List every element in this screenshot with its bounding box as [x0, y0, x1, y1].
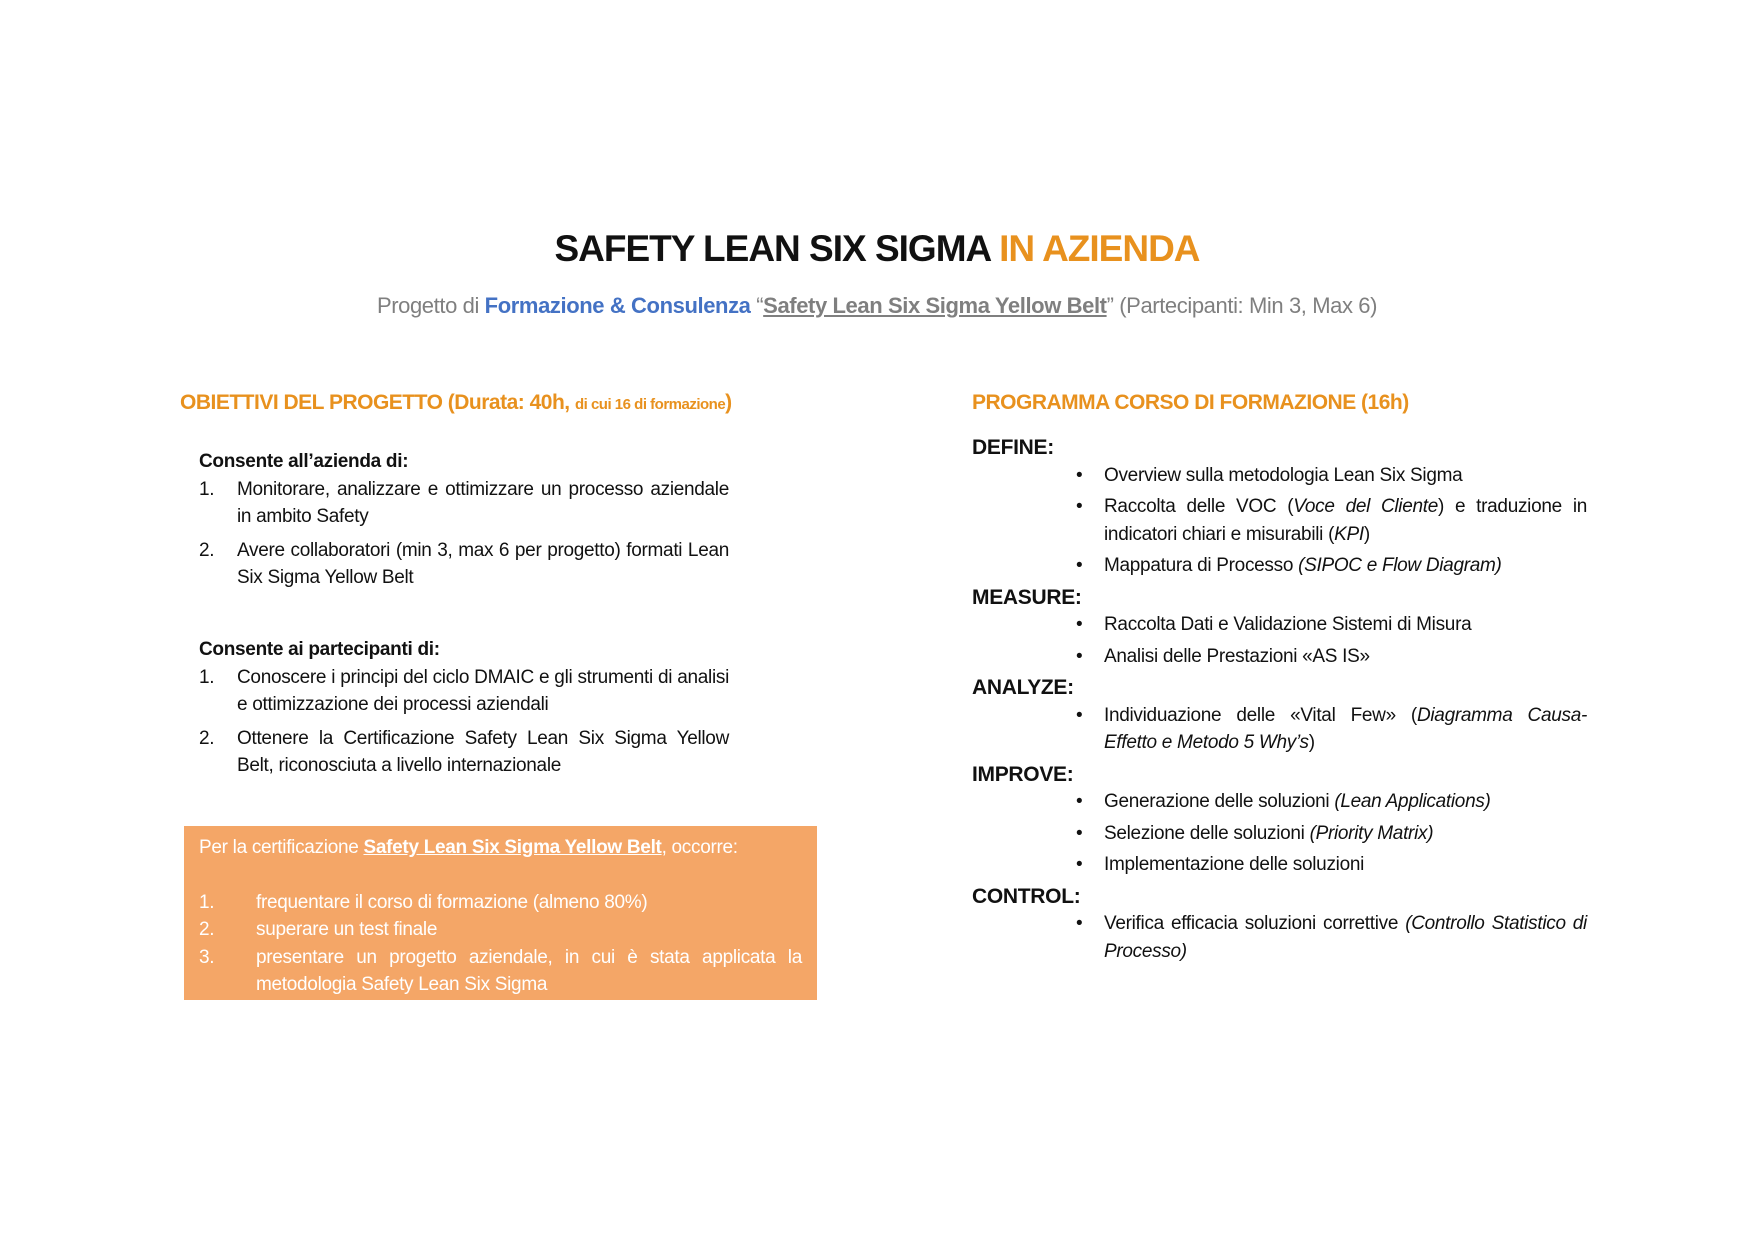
phase-name: DEFINE: [972, 436, 1048, 459]
phase-name: CONTROL: [972, 884, 1074, 908]
list-item: [199, 916, 802, 944]
bullet-icon: •: [1076, 854, 1083, 875]
phase-control: CONTROL:: [972, 884, 1081, 908]
bullet-icon: •: [1076, 614, 1083, 635]
item-text: Verifica efficacia soluzioni correttive: [1104, 913, 1406, 934]
item-italic-text: Diagramma Causa-Effetto e Metodo 5 Why’s: [1104, 704, 1588, 753]
cert-intro-suffix: , occorre:: [661, 837, 738, 858]
item-italic-text: (SIPOC e Flow Diagram): [1298, 555, 1502, 576]
close-quote: ”: [1106, 293, 1114, 318]
item-number: 1.: [199, 666, 215, 688]
participants-lead: Consente ai partecipanti di:: [199, 639, 440, 660]
item-number: 2.: [199, 727, 215, 749]
phase-items: [972, 462, 1587, 580]
bullet-icon: •: [1076, 645, 1083, 667]
item-italic-text: KPI: [1334, 523, 1364, 545]
bullet-item: [1076, 788, 1587, 816]
item-text: frequentare il corso di formazione (almeno 80%): [256, 891, 648, 913]
certification-intro: [199, 834, 802, 862]
item-number: 1.: [199, 891, 215, 913]
certification-list: [199, 889, 802, 999]
phase-name: MEASURE: [972, 585, 1075, 609]
cert-intro-prefix: Per la certificazione: [199, 837, 359, 858]
objectives-heading-main: OBIETTIVI DEL PROGETTO (Durata: 40h,: [180, 391, 570, 414]
bullet-item: [1076, 643, 1587, 671]
list-item: [199, 664, 729, 719]
title-main: SAFETY LEAN SIX SIGMA: [554, 228, 990, 269]
item-text: Conoscere i principi del ciclo DMAIC e gli strumenti di analisi e ottimizzazione dei processi aziendali: [237, 666, 729, 715]
item-text: Raccolta Dati e Validazione Sistemi di Misura: [1104, 614, 1472, 635]
bullet-item: [1076, 493, 1587, 548]
list-item: [199, 944, 802, 999]
item-text: Raccolta delle VOC (: [1104, 496, 1294, 517]
title-accent: IN AZIENDA: [999, 228, 1200, 269]
open-quote: “: [756, 293, 764, 318]
objectives-company: [199, 448, 729, 598]
phase-improve: IMPROVE:: [972, 762, 1074, 786]
objectives-heading-close: ): [725, 391, 732, 414]
item-text: Avere collaboratori (min 3, max 6 per progetto) formati Lean Six Sigma Yellow Belt: [237, 539, 729, 588]
bullet-icon: •: [1076, 496, 1083, 517]
item-text: ): [1363, 523, 1370, 545]
item-text: ): [1308, 732, 1315, 753]
phase-items: [972, 702, 1587, 757]
item-italic-text: Voce del Cliente: [1293, 496, 1439, 517]
bullet-icon: •: [1076, 704, 1083, 726]
bullet-item: [1076, 462, 1587, 490]
list-item: [199, 725, 729, 780]
item-text: ) e traduzione in indicatori chiari e misurabili (: [1104, 496, 1588, 545]
company-list: [199, 476, 729, 592]
objectives-heading: [180, 391, 732, 415]
phase-analyze: ANALYZE:: [972, 676, 1074, 699]
list-item: [199, 889, 802, 917]
item-text: Analisi delle Prestazioni «AS IS»: [1104, 645, 1370, 667]
item-text: Selezione delle soluzioni: [1104, 822, 1310, 844]
item-number: 2.: [199, 539, 215, 561]
bullet-item: [1076, 552, 1587, 580]
bullet-item: [1076, 702, 1587, 757]
objectives-heading-small: di cui 16 di formazione: [574, 396, 726, 413]
program-heading: PROGRAMMA CORSO DI FORMAZIONE (16h): [972, 391, 1409, 414]
item-number: 3.: [199, 946, 215, 968]
objectives-participants: [199, 636, 729, 786]
list-item: [199, 537, 729, 592]
subtitle: [0, 293, 1754, 319]
phase-items: [972, 788, 1587, 879]
phase-name: ANALYZE: [972, 676, 1068, 699]
item-number: 2.: [199, 919, 215, 940]
bullet-item: [1076, 820, 1587, 848]
bullet-icon: •: [1076, 913, 1083, 934]
phase-items: [972, 611, 1587, 670]
subtitle-highlight: Formazione & Consulenza: [484, 293, 751, 318]
item-text: Individuazione delle «Vital Few» (: [1104, 704, 1417, 726]
bullet-icon: •: [1076, 791, 1083, 812]
company-lead: Consente all’azienda di:: [199, 451, 409, 472]
bullet-icon: •: [1076, 555, 1083, 576]
phase-define: DEFINE:: [972, 436, 1054, 459]
bullet-icon: •: [1076, 464, 1083, 486]
item-text: superare un test finale: [256, 919, 438, 940]
certification-box: [184, 826, 817, 1000]
item-number: 1.: [199, 478, 215, 500]
bullet-icon: •: [1076, 822, 1083, 844]
item-text: presentare un progetto aziendale, in cui è stata applicata la metodologia Safety Lean Six Sigma: [256, 946, 802, 995]
item-italic-text: (Priority Matrix): [1309, 822, 1434, 844]
item-text: Overview sulla metodologia Lean Six Sigma: [1104, 464, 1463, 486]
item-italic-text: (Lean Applications): [1334, 791, 1491, 812]
item-text: Implementazione delle soluzioni: [1104, 854, 1365, 875]
bullet-item: [1076, 910, 1587, 965]
page-title: [0, 228, 1754, 270]
item-italic-text: (Controllo Statistico di Processo): [1104, 913, 1587, 962]
item-text: Mappatura di Processo: [1104, 555, 1299, 576]
list-item: [199, 476, 729, 531]
phase-measure: MEASURE:: [972, 585, 1082, 609]
subtitle-suffix: (Partecipanti: Min 3, Max 6): [1119, 293, 1378, 318]
bullet-item: [1076, 851, 1587, 879]
phase-name: IMPROVE: [972, 762, 1067, 786]
item-text: Generazione delle soluzioni: [1104, 791, 1335, 812]
bullet-item: [1076, 611, 1587, 639]
subtitle-course: Safety Lean Six Sigma Yellow Belt: [763, 293, 1107, 318]
subtitle-prefix: Progetto di: [376, 293, 479, 318]
program-phases: [972, 432, 1587, 969]
item-text: Monitorare, analizzare e ottimizzare un processo aziendale in ambito Safety: [237, 478, 729, 527]
phase-items: [972, 910, 1587, 965]
cert-course-name: Safety Lean Six Sigma Yellow Belt: [363, 837, 662, 858]
participants-list: [199, 664, 729, 780]
item-text: Ottenere la Certificazione Safety Lean Six Sigma Yellow Belt, riconosciuta a livello internazionale: [237, 727, 729, 776]
